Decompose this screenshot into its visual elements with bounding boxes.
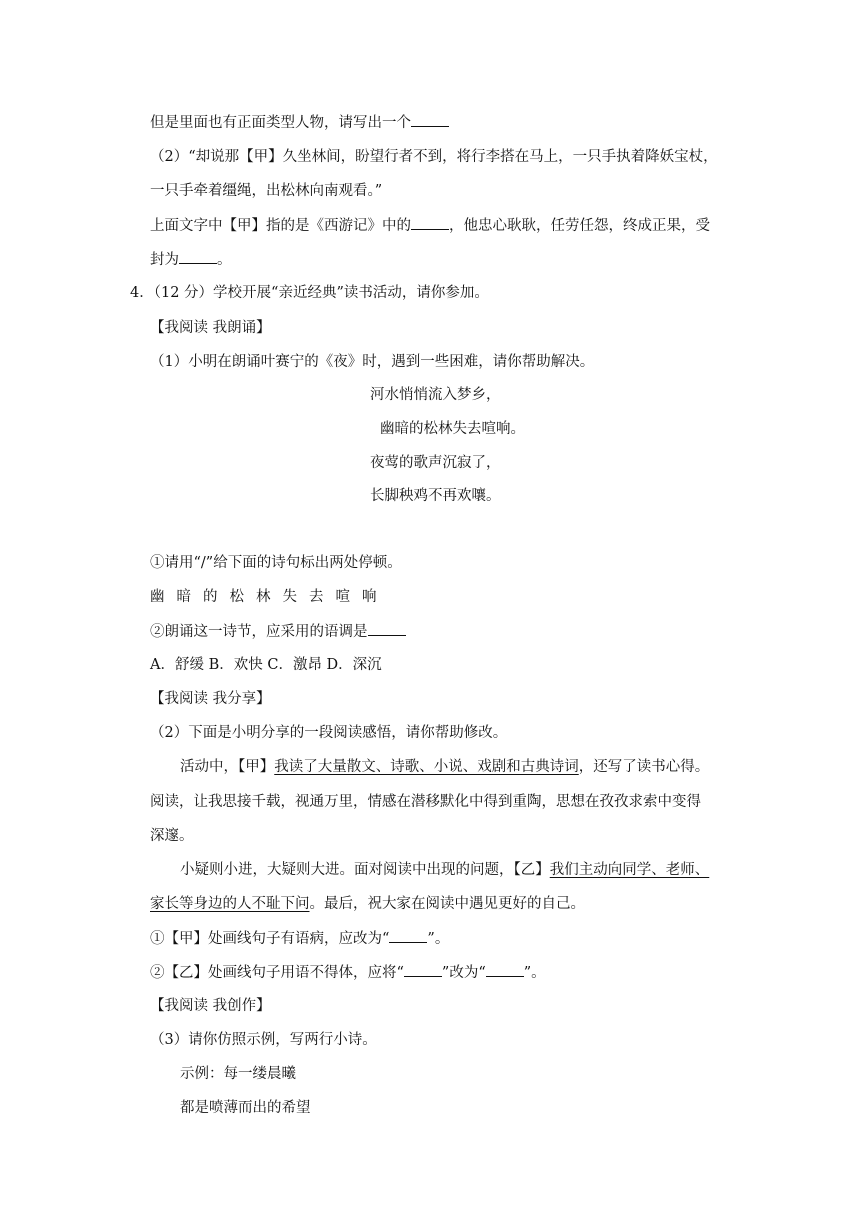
text: ，他忠心耿耿，任劳任怨，终成正果，受 — [449, 218, 710, 234]
text: A．舒缓 B．欢快 C．激昂 D．深沉 — [150, 657, 382, 673]
poem-line — [370, 486, 501, 506]
question-4-heading — [130, 283, 489, 303]
text: 河水悄悄流入梦乡， — [370, 387, 501, 403]
question-line — [150, 1030, 377, 1050]
text: 都是喷薄而出的希望 — [180, 1100, 311, 1116]
poem-line — [370, 453, 501, 473]
text: 深邃。 — [150, 828, 194, 844]
paragraph-line — [150, 894, 585, 914]
underlined-sentence-yi: 我们主动向同学、老师、 — [549, 862, 710, 878]
section-heading — [150, 996, 271, 1016]
char: 幽 — [150, 589, 165, 605]
text: 4．（12 分）学校开展“亲近经典”读书活动，请你参加。 — [130, 285, 489, 301]
answer-blank[interactable] — [411, 112, 449, 127]
text: ”改为“ — [441, 965, 486, 981]
answer-blank[interactable] — [486, 962, 524, 977]
text: 阅读，让我思接千载，视通万里，情感在潜移默化中得到重陶，思想在孜孜求索中变得 — [150, 794, 701, 810]
answer-blank[interactable] — [389, 928, 427, 943]
text: 活动中，【甲】 — [180, 759, 275, 775]
text: 上面文字中【甲】指的是《西游记》中的 — [150, 218, 411, 234]
example-line — [180, 1098, 311, 1118]
question-line — [150, 723, 507, 743]
text: ①【甲】处画线句子有语病，应改为“ — [150, 931, 390, 947]
question-line — [150, 181, 382, 201]
text: 。 — [217, 252, 232, 268]
paragraph-line — [150, 792, 701, 812]
text: ”。 — [427, 931, 450, 947]
text: ，还写了读书心得。 — [578, 759, 710, 775]
answer-blank[interactable] — [368, 621, 406, 636]
text: 【我阅读 我分享】 — [150, 691, 271, 707]
section-heading — [150, 689, 271, 709]
text: ①请用“/”给下面的诗句标出两处停顿。 — [150, 555, 402, 571]
text: 。最后，祝大家在阅读中遇见更好的自己。 — [309, 896, 585, 912]
sub-question — [150, 928, 449, 949]
char: 响 — [362, 589, 377, 605]
text: 【我阅读 我朗诵】 — [150, 320, 271, 336]
text: ②朗诵这一诗节，应采用的语调是 — [150, 624, 368, 640]
text: 但是里面也有正面类型人物，请写出一个 — [150, 115, 411, 131]
char: 失 — [282, 589, 297, 605]
text: 【我阅读 我创作】 — [150, 998, 271, 1014]
text: （2）“却说那【甲】久坐林间，盼望行者不到，将行李搭在马上，一只手执着降妖宝杖， — [150, 149, 718, 165]
text: 幽暗的松林失去喧响。 — [380, 421, 525, 437]
poem-line — [380, 419, 525, 439]
answer-blank[interactable] — [411, 215, 449, 230]
text: ”。 — [523, 965, 546, 981]
poem-line — [370, 385, 501, 405]
question-line — [150, 147, 718, 167]
poem-characters — [150, 587, 389, 607]
underlined-sentence-yi: 家长等身边的人不耻下问 — [150, 896, 310, 912]
text: ②【乙】处画线句子用语不得体，应将“ — [150, 965, 404, 981]
char: 喧 — [335, 589, 350, 605]
text: 小疑则小进，大疑则大进。面对阅读中出现的问题，【乙】 — [180, 862, 550, 878]
text: 一只手牵着缰绳，出松林向南观看。” — [150, 183, 383, 199]
section-heading — [150, 318, 271, 338]
question-line — [150, 249, 232, 270]
text: （2）下面是小明分享的一段阅读感悟，请你帮助修改。 — [150, 725, 508, 741]
answer-blank[interactable] — [404, 962, 442, 977]
sub-question — [150, 621, 406, 642]
text: 示例：每一缕晨曦 — [180, 1066, 296, 1082]
text: 夜莺的歌声沉寂了， — [370, 455, 501, 471]
paragraph-line — [180, 757, 709, 777]
text: 封为 — [150, 252, 179, 268]
sub-question — [150, 962, 546, 983]
char: 松 — [229, 589, 244, 605]
char: 去 — [309, 589, 324, 605]
text: （1）小明在朗诵叶赛宁的《夜》时，遇到一些困难，请你帮助解决。 — [150, 354, 595, 370]
char: 暗 — [176, 589, 191, 605]
char: 的 — [203, 589, 218, 605]
answer-blank[interactable] — [179, 249, 217, 264]
example-line — [180, 1064, 296, 1084]
sub-question — [150, 553, 402, 573]
options — [150, 655, 382, 675]
question-line — [150, 352, 594, 372]
question-line — [150, 215, 710, 236]
text: （3）请你仿照示例，写两行小诗。 — [150, 1032, 377, 1048]
question-line — [150, 112, 449, 133]
text: 长脚秧鸡不再欢嚷。 — [370, 488, 501, 504]
char: 林 — [256, 589, 271, 605]
paragraph-line — [180, 860, 709, 880]
underlined-sentence-jia: 我读了大量散文、诗歌、小说、戏剧和古典诗词 — [274, 759, 579, 775]
paragraph-line — [150, 826, 194, 846]
